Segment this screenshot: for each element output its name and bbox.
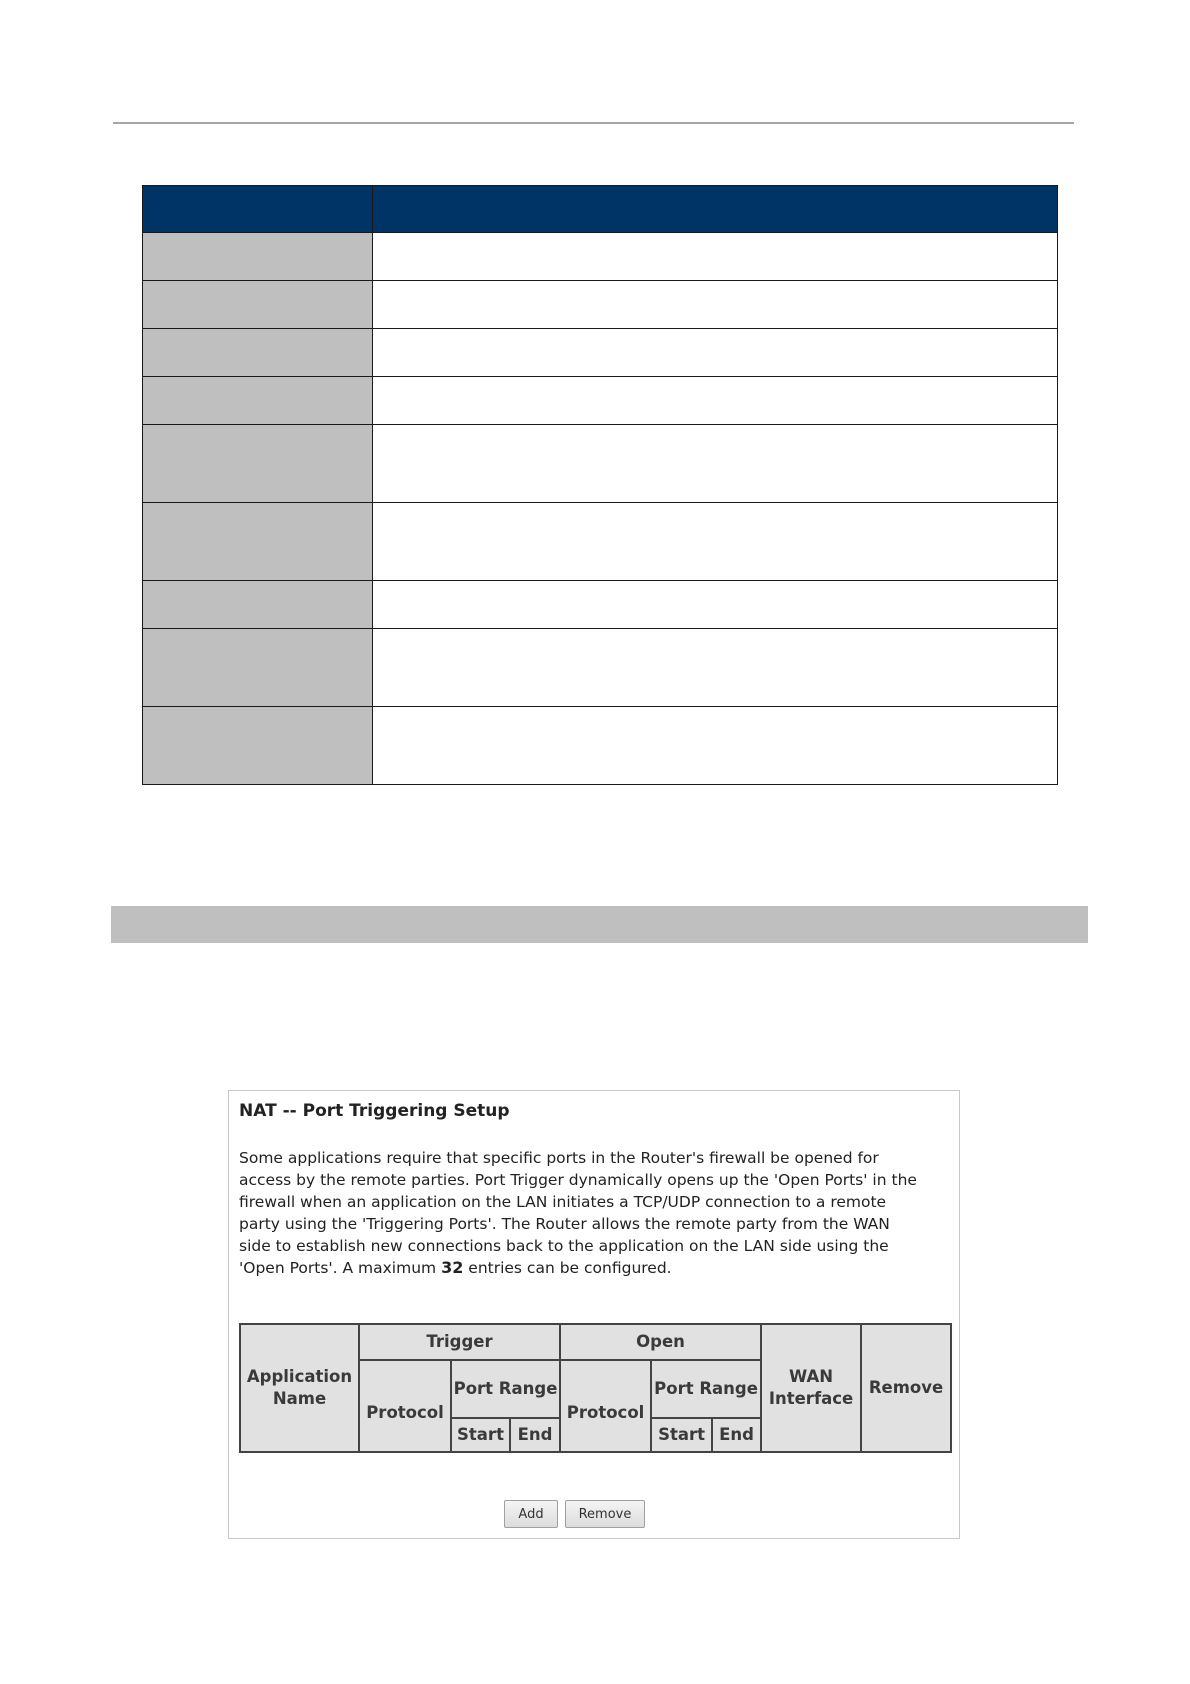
table-row — [143, 707, 1058, 785]
column-header-remove: Remove — [861, 1324, 951, 1452]
parameter-description-cell — [373, 233, 1058, 281]
parameter-label-cell — [143, 329, 373, 377]
column-header-trigger-port-range: Port Range — [451, 1360, 560, 1418]
table-row — [143, 425, 1058, 503]
column-header-trigger-end: End — [510, 1418, 560, 1452]
description-header-cell — [373, 186, 1058, 233]
parameter-description-cell — [373, 329, 1058, 377]
column-header-open-protocol: Protocol — [560, 1360, 651, 1452]
parameter-table-header — [143, 186, 1058, 233]
column-header-application-name: Application Name — [240, 1324, 359, 1452]
parameter-table — [142, 185, 1058, 785]
parameter-label-cell — [143, 233, 373, 281]
table-row — [143, 233, 1058, 281]
header-rule — [113, 122, 1074, 124]
table-row — [143, 503, 1058, 581]
parameter-label-cell — [143, 581, 373, 629]
parameter-description-cell — [373, 281, 1058, 329]
column-header-open-end: End — [712, 1418, 761, 1452]
table-header-row — [240, 1324, 951, 1360]
column-header-trigger-protocol: Protocol — [359, 1360, 451, 1452]
remove-button[interactable]: Remove — [565, 1500, 645, 1528]
column-header-open: Open — [560, 1324, 761, 1360]
parameter-description-cell — [373, 503, 1058, 581]
table-row — [143, 281, 1058, 329]
table-row — [143, 329, 1058, 377]
table-row — [143, 581, 1058, 629]
parameter-description-cell — [373, 425, 1058, 503]
port-triggering-panel — [228, 1090, 960, 1539]
parameter-description-cell — [373, 377, 1058, 425]
page-title: NAT -- Port Triggering Setup — [239, 1101, 510, 1121]
table-row — [143, 377, 1058, 425]
column-header-trigger: Trigger — [359, 1324, 560, 1360]
parameter-label-cell — [143, 281, 373, 329]
parameter-label-cell — [143, 503, 373, 581]
parameter-description-cell — [373, 707, 1058, 785]
column-header-wan-interface: WAN Interface — [761, 1324, 861, 1452]
column-header-open-start: Start — [651, 1418, 712, 1452]
parameter-description-cell — [373, 629, 1058, 707]
column-header-open-port-range: Port Range — [651, 1360, 761, 1418]
parameter-description-cell — [373, 581, 1058, 629]
add-button[interactable]: Add — [504, 1500, 558, 1528]
max-entries-value: 32 — [441, 1258, 464, 1277]
parameter-label-cell — [143, 629, 373, 707]
table-row — [143, 629, 1058, 707]
port-trigger-table — [239, 1323, 952, 1453]
parameter-label-cell — [143, 425, 373, 503]
page-description — [239, 1147, 919, 1279]
parameter-label-cell — [143, 377, 373, 425]
parameter-header-cell — [143, 186, 373, 233]
parameter-label-cell — [143, 707, 373, 785]
section-heading-bar — [111, 906, 1088, 943]
description-text-end: entries can be configured. — [468, 1259, 672, 1277]
column-header-trigger-start: Start — [451, 1418, 510, 1452]
description-text: Some applications require that specific ports in the Router's firewall be opened for access by the remote parties. Port Trigger dynamically opens up the 'Open Ports' in the firewall when an application on the LAN initiates a TCP/UDP connection to a remote party using the 'Triggering Ports'. The Router allows the remote party from the WAN side to establish new connections back to the application on the LAN side using the 'Open Ports'. A maximum — [239, 1149, 917, 1277]
